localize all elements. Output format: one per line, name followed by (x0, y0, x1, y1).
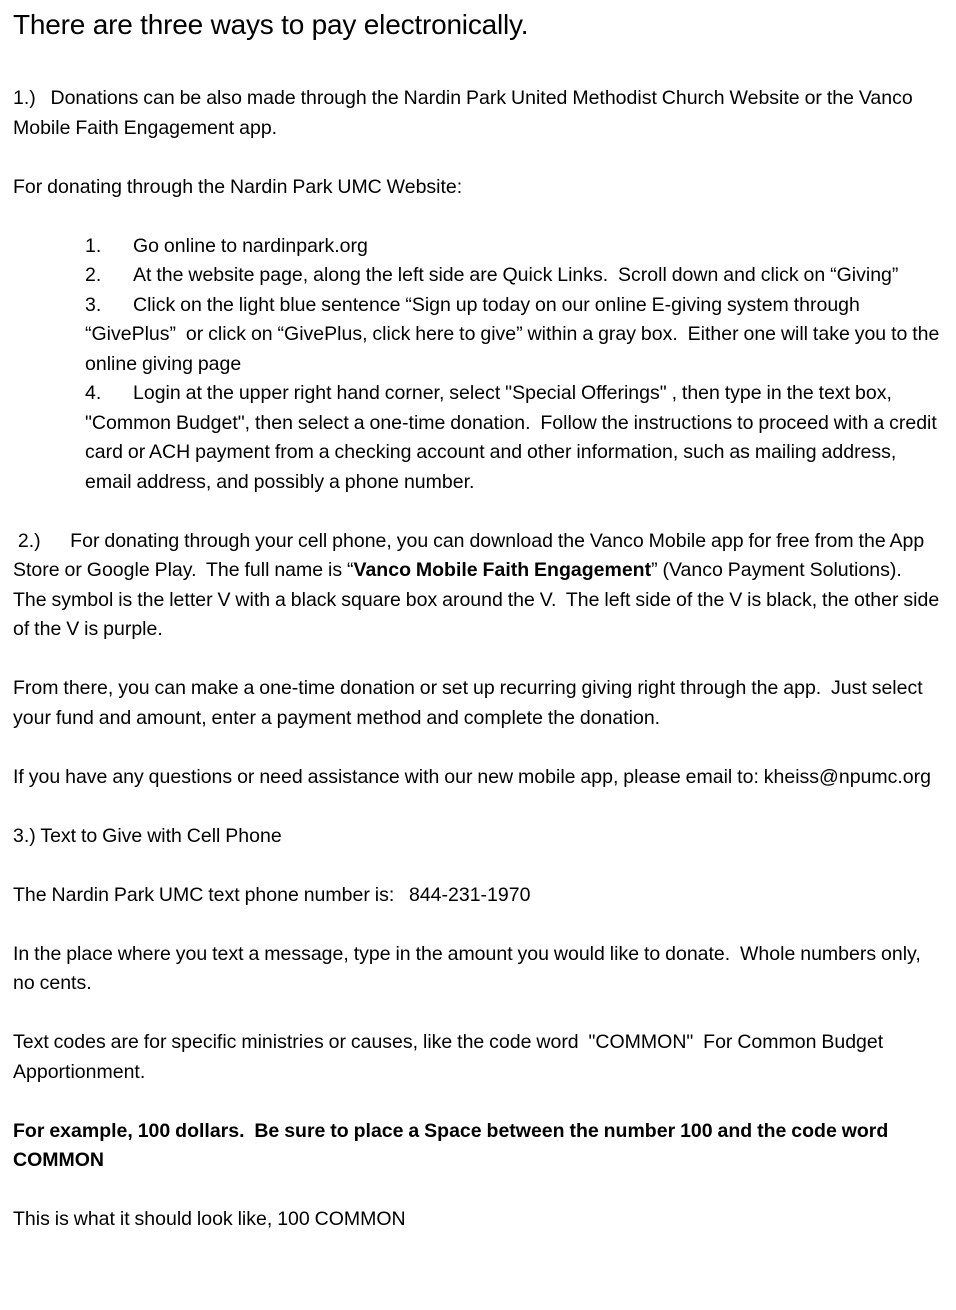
text-run: Click on the light blue sentence “Sign up today on our online E-giving system through “GivePlus” or click on “GivePlus, click here to give” within a gray box. Either one will take you to the online giving page (85, 293, 945, 375)
document-body (13, 84, 945, 1235)
text-run: 1.) Donations can be also made through the Nardin Park United Methodist Church Website or the Vanco Mobile Faith Engagement app. (13, 87, 918, 139)
list-item-number: 2. (85, 264, 102, 286)
text-run: 3.) Text to Give with Cell Phone (13, 824, 282, 847)
list-item (85, 232, 940, 262)
paragraph (13, 763, 940, 793)
list-item (85, 291, 945, 380)
text-run: At the website page, along the left side are Quick Links. Scroll down and click on “Giving” (133, 264, 899, 286)
bold-text-run: Vanco Mobile Faith Engagement (353, 559, 652, 581)
list-item-number: 1. (85, 234, 102, 257)
text-run: In the place where you text a message, type in the amount you would like to donate. Whole numbers only, no cents. (13, 942, 926, 994)
numbered-list (85, 232, 945, 498)
text-run: From there, you can make a one-time donation or set up recurring giving right through the app. Just select your fund and amount, enter a payment method and complete the donation. (13, 677, 928, 729)
paragraph (13, 674, 940, 733)
text-run: 2.) For donating through your cell phone, you can download the Vanco Mobile app for free from the App Store or Google Play. The full name is “ (13, 529, 930, 581)
paragraph (13, 527, 945, 645)
paragraph (13, 1205, 940, 1235)
list-item-number: 3. (85, 293, 102, 316)
text-run: ” (Vanco Payment Solutions). The symbol is the letter V with a black square box around the V. The left side of the V is black, the other side of the V is purple. (13, 559, 945, 640)
paragraph (13, 940, 940, 999)
paragraph (13, 173, 940, 203)
bold-text-run: For example, 100 dollars. Be sure to place a Space between the number 100 and the code word COMMON (13, 1119, 894, 1171)
list-item (85, 379, 940, 497)
list-item-number: 4. (85, 382, 102, 404)
list-item (85, 261, 940, 291)
text-run: This is what it should look like, 100 COMMON (13, 1208, 406, 1230)
paragraph (13, 1028, 940, 1087)
text-run: The Nardin Park UMC text phone number is: 844-231-1970 (13, 883, 531, 906)
text-run: Text codes are for specific ministries or causes, like the code word "COMMON" For Common Budget Apportionment. (13, 1031, 887, 1083)
text-run: If you have any questions or need assistance with our new mobile app, please email to: kheiss@npumc.org (13, 765, 931, 788)
paragraph (13, 84, 940, 143)
text-run: Go online to nardinpark.org (133, 234, 368, 257)
paragraph (13, 1117, 940, 1176)
text-run: Login at the upper right hand corner, select "Special Offerings" , then type in the text box, "Common Budget", then select a one-time donation. Follow the instructions to proceed with a credit card or ACH payment from a checking account and other information, such as mailing address, email address, and possibly a phone number. (85, 382, 942, 493)
paragraph (13, 881, 940, 911)
paragraph (13, 822, 940, 852)
page-title: There are three ways to pay electronically. (13, 9, 529, 40)
text-run: For donating through the Nardin Park UMC Website: (13, 175, 463, 198)
